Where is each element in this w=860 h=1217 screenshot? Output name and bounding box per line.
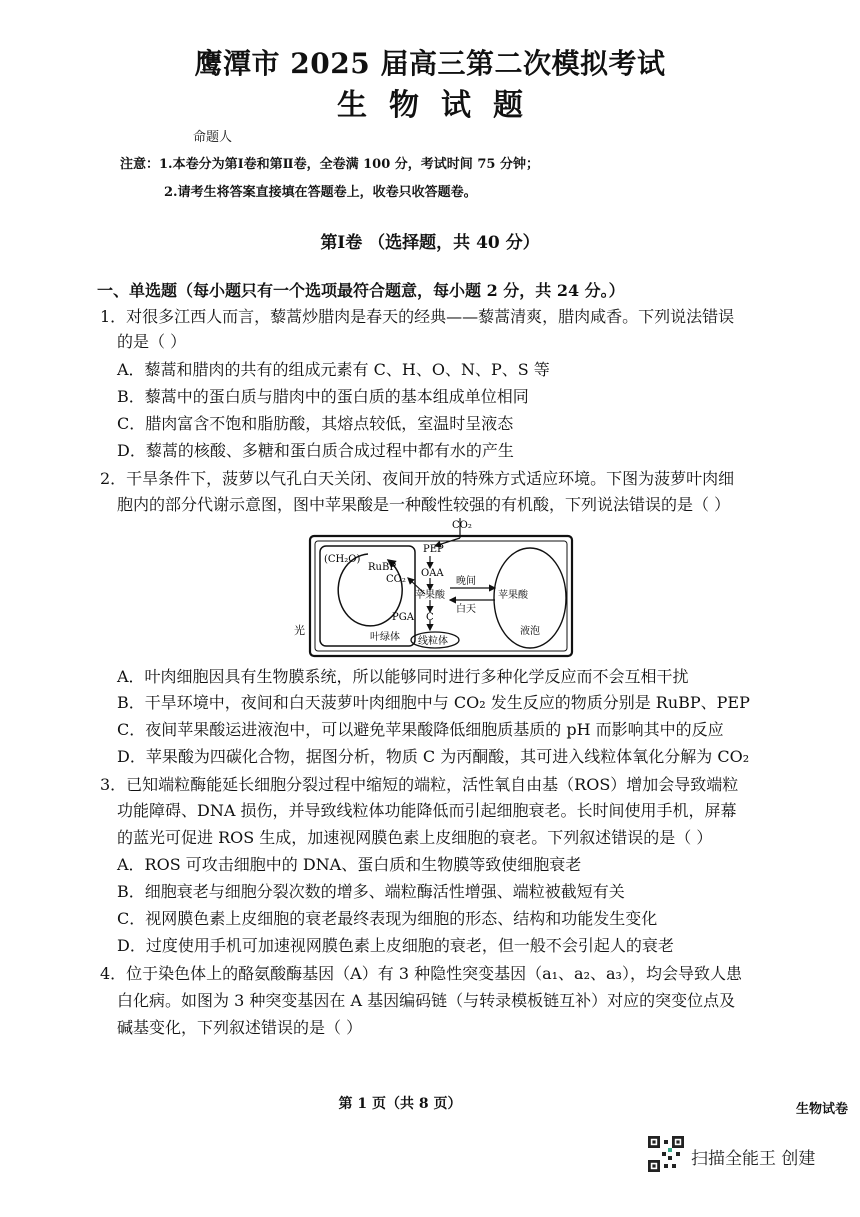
q3-stem-1: 3．已知端粒酶能延长细胞分裂过程中缩短的端粒，活性氧自由基（ROS）增加会导致端粒 — [100, 775, 739, 794]
label-c: C — [426, 612, 434, 623]
q3-stem-2: 功能障碍、DNA 损伤，并导致线粒体功能降低而引起细胞衰老。长时间使用手机，屏幕 — [117, 801, 737, 820]
label-ch2o: (CH₂O) — [324, 554, 361, 565]
q3-stem-3: 的蓝光可促进 ROS 生成，加速视网膜色素上皮细胞的衰老。下列叙述错误的是（ ） — [117, 828, 713, 847]
q3-option-d: D．过度使用手机可加速视网膜色素上皮细胞的衰老，但一般不会引起人的衰老 — [117, 936, 674, 955]
q1-stem-2: 的是（ ） — [117, 332, 187, 351]
q3-option-b: B．细胞衰老与细胞分裂次数的增多、端粒酶活性增强、端粒被截短有关 — [117, 882, 625, 901]
page-number: 第 1 页（共 8 页） — [338, 1096, 462, 1112]
q2-option-d: D．苹果酸为四碳化合物，据图分析，物质 C 为丙酮酸，其可进入线粒体氧化分解为 CO₂ — [117, 747, 750, 766]
label-malate-2: 苹果酸 — [498, 590, 528, 601]
label-pga: PGA — [392, 612, 414, 623]
subject-title: 生物试题 — [337, 88, 545, 123]
note-2: 2.请考生将答案直接填在答题卷上，收卷只收答题卷。 — [164, 185, 477, 200]
author-label: 命题人 — [193, 130, 233, 145]
q2-option-a: A．叶肉细胞因具有生物膜系统，所以能够同时进行多种化学反应而不会互相干扰 — [117, 667, 689, 686]
section-1-heading: 一、单选题（每小题只有一个选项最符合题意，每小题 2 分，共 24 分。） — [97, 281, 625, 300]
q2-option-c: C．夜间苹果酸运进液泡中，可以避免苹果酸降低细胞质基质的 pH 而影响其中的反应 — [117, 720, 724, 739]
label-pep: PEP — [423, 544, 444, 555]
part1-title: 第Ⅰ卷 （选择题，共 40 分） — [320, 233, 540, 253]
q2-option-b: B．干旱环境中，夜间和白天菠萝叶肉细胞中与 CO₂ 发生反应的物质分别是 RuBP、PEP — [117, 693, 750, 712]
q1-option-c: C．腊肉富含不饱和脂肪酸，其熔点较低，室温时呈液态 — [117, 414, 514, 433]
q1-option-d: D．藜蒿的核酸、多糖和蛋白质合成过程中都有水的产生 — [117, 441, 514, 460]
exam-title: 鹰潭市 2025 届高三第二次模拟考试 — [194, 47, 666, 80]
q4-stem-2: 白化病。如图为 3 种突变基因在 A 基因编码链（与转录模板链互补）对应的突变位点及 — [117, 991, 736, 1010]
label-vacuole: 液泡 — [520, 626, 540, 637]
note-1: 注意：1.本卷分为第Ⅰ卷和第Ⅱ卷，全卷满 100 分，考试时间 75 分钟； — [120, 157, 539, 172]
q4-stem-1: 4．位于染色体上的酪氨酸酶基因（A）有 3 种隐性突变基因（a₁、a₂、a₃），均会导致人患 — [100, 964, 742, 983]
label-chloroplast: 叶绿体 — [370, 632, 400, 643]
q2-stem-2: 胞内的部分代谢示意图，图中苹果酸是一种酸性较强的有机酸，下列说法错误的是（ ） — [117, 495, 731, 514]
side-label: 生物试卷 — [796, 1102, 849, 1117]
metabolism-figure — [280, 516, 580, 658]
q1-option-b: B．藜蒿中的蛋白质与腊肉中的蛋白质的基本组成单位相同 — [117, 387, 529, 406]
label-rubp: RuBP — [368, 562, 397, 573]
label-malate-1: 苹果酸 — [415, 590, 445, 601]
label-co2-mid: CO₂ — [386, 574, 406, 585]
label-oaa: OAA — [421, 568, 444, 579]
label-light: 光 — [294, 624, 305, 637]
q3-option-a: A．ROS 可攻击细胞中的 DNA、蛋白质和生物膜等致使细胞衰老 — [117, 855, 582, 874]
q1-option-a: A．藜蒿和腊肉的共有的组成元素有 C、H、O、N、P、S 等 — [117, 360, 550, 379]
q4-stem-3: 碱基变化，下列叙述错误的是（ ） — [117, 1018, 363, 1037]
q3-option-c: C．视网膜色素上皮细胞的衰老最终表现为细胞的形态、结构和功能发生变化 — [117, 909, 658, 928]
q2-stem-1: 2．干旱条件下，菠萝以气孔白天关闭、夜间开放的特殊方式适应环境。下图为菠萝叶肉细 — [100, 469, 735, 488]
scanner-watermark: 扫描全能王 创建 — [691, 1149, 816, 1169]
label-night: 晚间 — [456, 576, 476, 587]
label-day: 白天 — [456, 604, 476, 615]
qr-code-icon — [648, 1136, 684, 1172]
q1-stem-1: 1．对很多江西人而言，藜蒿炒腊肉是春天的经典——藜蒿清爽，腊肉咸香。下列说法错误 — [100, 307, 735, 326]
label-co2-top: CO₂ — [452, 520, 472, 531]
label-mitochondrion: 线粒体 — [418, 636, 448, 647]
